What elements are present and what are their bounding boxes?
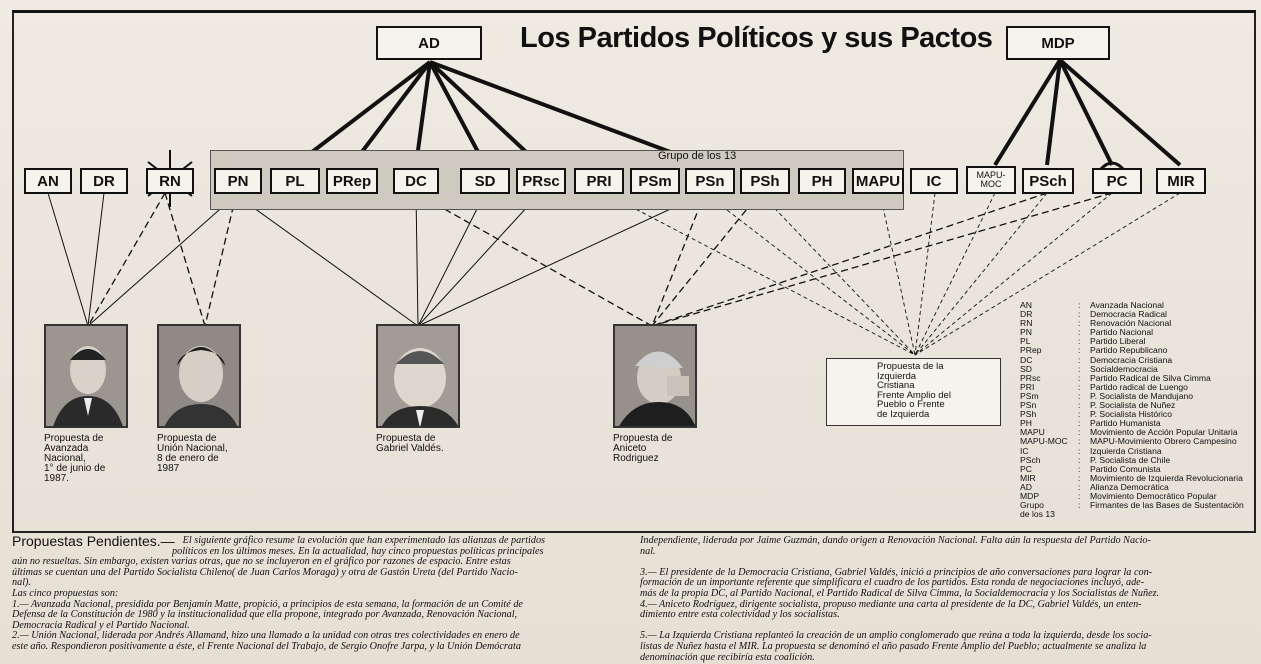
article-heading: Propuestas Pendientes.—	[12, 533, 175, 549]
legend-meaning: Partido Republicano	[1090, 345, 1168, 356]
box-ad: AD	[376, 26, 482, 60]
legend-row: PH : Partido Humanista	[1020, 418, 1161, 429]
legend-meaning: Partido Radical de Silva Cimma	[1090, 372, 1211, 383]
caption-avanzada: Propuesta de Avanzada Nacional, 1° de junio de 1987.	[44, 433, 106, 484]
line-mdp-pc	[1060, 60, 1112, 165]
line-dc-gv	[416, 193, 418, 326]
legend-abbrev: MAPU	[1020, 427, 1045, 438]
box-ph: PH	[798, 168, 846, 194]
box-pri: PRI	[574, 168, 624, 194]
legend-abbrev: PSm	[1020, 390, 1039, 401]
abbreviation-legend	[1020, 301, 1244, 519]
legend-abbrev: SD	[1020, 363, 1032, 374]
legend-row: PSn : P. Socialista de Nuñez	[1020, 400, 1176, 411]
legend-abbrev: AN	[1020, 300, 1032, 310]
legend-row: PRI : Partido radical de Luengo	[1020, 381, 1188, 392]
legend-abbrev: PN	[1020, 327, 1032, 338]
line-prsc-gv	[418, 193, 540, 326]
legend-abbrev: DC	[1020, 354, 1033, 365]
line-psn-gv	[418, 193, 705, 326]
legend-row: DC : Democracia Cristiana	[1020, 354, 1173, 365]
legend-abbrev: PRep	[1020, 345, 1042, 356]
legend-abbrev: MIR	[1020, 472, 1036, 483]
legend-abbrev: RN	[1020, 318, 1033, 329]
legend-row: PC : Partido Comunista	[1020, 463, 1161, 474]
legend-meaning: Partido radical de Luengo	[1090, 381, 1188, 392]
line-pn-gv	[236, 195, 418, 326]
legend-meaning: Partido Comunista	[1090, 463, 1161, 474]
legend-meaning: Partido Humanista	[1090, 418, 1161, 429]
box-psch: PSch	[1022, 168, 1074, 194]
legend-row: PRep : Partido Republicano	[1020, 345, 1168, 356]
legend-row: Grupo de los 13 : Firmantes de las Bases de Sustentación	[1020, 500, 1244, 520]
box-mapu-moc: MAPU-MOC	[966, 166, 1016, 194]
legend-meaning: P. Socialista Histórico	[1090, 409, 1172, 420]
legend-meaning: Democracia Radical	[1090, 309, 1167, 320]
legend-meaning: Alianza Democrática	[1090, 481, 1169, 492]
box-mapu: MAPU	[852, 168, 904, 194]
photo-gabriel-valdes	[376, 324, 460, 428]
legend-meaning: Socialdemocracia	[1090, 363, 1158, 374]
legend-row: PRsc : Partido Radical de Silva Cimma	[1020, 372, 1211, 383]
line-pn-an-prop	[88, 195, 236, 326]
legend-row: SD : Socialdemocracia	[1020, 363, 1158, 374]
legend-meaning: Movimiento de Izquierda Revolucionaria	[1090, 472, 1243, 483]
legend-abbrev: MDP	[1020, 490, 1040, 501]
legend-row: AD : Alianza Democrática	[1020, 481, 1169, 492]
legend-meaning: Movimiento Democrático Popular	[1090, 490, 1217, 501]
article-col-2: Independiente, liderada por Jaime Guzmán, dando origen a Renovación Nacional. Falta aún la respuesta del Partido Nacio- nal. 3.— El presidente de la Democracia Cristiana, Gabriel Valdés, inició a principios de año conversaciones para lograr la con- formación de un importante referente que simplificara el cuadro de los partidos. Esta ronda de negociaciones incluyó, ade- más de la propia DC, al Partido Nacional, el Partido Radical de Silva Cimma, la Socialdemocracia y los Socialistas de Nuñez. 4.— Aniceto Rodríguez, dirigente socialista, propuso mediante una carta al presidente de la DC, Gabriel Valdés, un enten- dimiento entre esta colectividad y los socialistas. 5.— La Izquierda Cristiana replanteó la creación de un amplio conglomerado que reúna a toda la izquierda, desde los socia- listas de Nuñez hasta el MIR. La propuesta se denominó el año pasado Frente Amplio del Pueblo; actualmente se analiza la denominación que recibiría esta coalición.	[640, 535, 1160, 663]
legend-row: MAPU : Movimiento de Acción Popular Unitaria	[1020, 427, 1238, 438]
legend-abbrev: Grupo de los 13	[1020, 500, 1055, 520]
legend-abbrev: AD	[1020, 481, 1032, 492]
box-an: AN	[24, 168, 72, 194]
legend-row: IC : Izquierda Cristiana	[1020, 445, 1162, 456]
box-pn: PN	[214, 168, 262, 194]
legend-row: RN : Renovación Nacional	[1020, 318, 1172, 329]
photo-andres-allamand	[157, 324, 241, 428]
legend-meaning: Izquierda Cristiana	[1090, 445, 1162, 456]
box-psm: PSm	[630, 168, 680, 194]
legend-row: DR : Democracia Radical	[1020, 309, 1167, 320]
box-mir: MIR	[1156, 168, 1206, 194]
legend-abbrev: PSn	[1020, 400, 1037, 411]
line-an-prop	[48, 193, 88, 326]
box-pc: PC	[1092, 168, 1142, 194]
legend-row: AN : Avanzada Nacional	[1020, 300, 1164, 310]
diagram-title: Los Partidos Políticos y sus Pactos	[520, 22, 993, 54]
box-rn: RN	[146, 168, 194, 194]
legend-abbrev: PSh	[1020, 409, 1037, 420]
line-mdp-mir	[1060, 60, 1180, 165]
legend-row: PSch : P. Socialista de Chile	[1020, 454, 1171, 465]
box-ic: IC	[910, 168, 958, 194]
box-pl: PL	[270, 168, 320, 194]
legend-row: MDP : Movimiento Democrático Popular	[1020, 490, 1217, 501]
caption-union: Propuesta de Unión Nacional, 8 de enero de 1987	[157, 433, 228, 474]
grupo-13-label: Grupo de los 13	[658, 150, 737, 162]
legend-meaning: P. Socialista de Chile	[1090, 454, 1171, 465]
legend-row: PSm : P. Socialista de Mandujano	[1020, 390, 1194, 401]
line-dr-prop	[88, 193, 104, 326]
legend-abbrev: PL	[1020, 336, 1031, 347]
legend-meaning: P. Socialista de Mandujano	[1090, 390, 1194, 401]
legend-meaning: Renovación Nacional	[1090, 318, 1172, 329]
legend-abbrev: MAPU-MOC	[1020, 436, 1068, 447]
box-dr: DR	[80, 168, 128, 194]
box-prep: PRep	[326, 168, 378, 194]
legend-meaning: MAPU-Movimiento Obrero Campesino	[1090, 436, 1237, 447]
legend-meaning: Movimiento de Acción Popular Unitaria	[1090, 427, 1238, 438]
legend-abbrev: PSch	[1020, 454, 1041, 465]
legend-row: PN : Partido Nacional	[1020, 327, 1154, 338]
legend-row: MAPU-MOC : MAPU-Movimiento Obrero Campesino	[1020, 436, 1237, 447]
photo-aniceto-rodriguez	[613, 324, 697, 428]
legend-abbrev: PH	[1020, 418, 1032, 429]
box-izquierda-cristiana-proposal: Propuesta de la Izquierda Cristiana Frente Amplio del Pueblo o Frente de Izquierda	[826, 358, 1001, 426]
legend-meaning: Avanzada Nacional	[1090, 300, 1164, 310]
legend-abbrev: PRI	[1020, 381, 1035, 392]
box-psh: PSh	[740, 168, 790, 194]
article-col-1: Propuestas Pendientes.— El siguiente gráfico resume la evolución que han experimentado las alianzas de partidos políticos en los últimos meses. En la actualidad, hay cinco propuestas políticas principales aún no resueltas. Sin embargo, existen varias otras, que no se incluyeron en el gráfico por razones de espacio. Entre estas últimas se cuentan una del Partido Socialista Chileno( de Juan Carlos Moraga) y otra de Gastón Ureta (del Partido Nacio- nal). Las cinco propuestas son: 1.— Avanzada Nacional, presidida por Benjamín Matte, propició, a principios de esta semana, la formación de un Comité de Defensa de la Constitución de 1980 y la institucionalidad que ella propone, integrado por Avanzada, Renovación Nacional, Democracia Radical y el Partido Nacional. 2.— Unión Nacional, liderada por Andrés Allamand, hizo una llamado a la unidad con otras tres colectividades en enero de este año. Respondieron positivamente a éste, el Frente Nacional del Trabajo, de Sergio Onofre Jarpa, y la Unión Demócrata	[12, 533, 546, 652]
legend-meaning: P. Socialista de Nuñez	[1090, 400, 1176, 411]
box-dc: DC	[393, 168, 439, 194]
legend-row: PSh : P. Socialista Histórico	[1020, 409, 1172, 420]
box-mdp: MDP	[1006, 26, 1110, 60]
legend-meaning: Partido Liberal	[1090, 336, 1146, 347]
box-prsc: PRsc	[516, 168, 566, 194]
legend-abbrev: PC	[1020, 463, 1032, 474]
box-sd: SD	[460, 168, 510, 194]
legend-meaning: Firmantes de las Bases de Sustentación	[1090, 500, 1244, 511]
legend-row: PL : Partido Liberal	[1020, 336, 1146, 347]
legend-row: MIR : Movimiento de Izquierda Revolucionaria	[1020, 472, 1243, 483]
legend-abbrev: IC	[1020, 445, 1029, 456]
box-psn: PSn	[685, 168, 735, 194]
caption-rodriguez: Propuesta de Aniceto Rodriguez	[613, 433, 673, 464]
legend-meaning: Democracia Cristiana	[1090, 354, 1173, 365]
line-sd-gv	[418, 193, 485, 326]
legend-abbrev: DR	[1020, 309, 1033, 320]
photo-benjamin-matte	[44, 324, 128, 428]
caption-valdes: Propuesta de Gabriel Valdés.	[376, 433, 444, 454]
legend-abbrev: PRsc	[1020, 372, 1041, 383]
legend-meaning: Partido Nacional	[1090, 327, 1154, 338]
